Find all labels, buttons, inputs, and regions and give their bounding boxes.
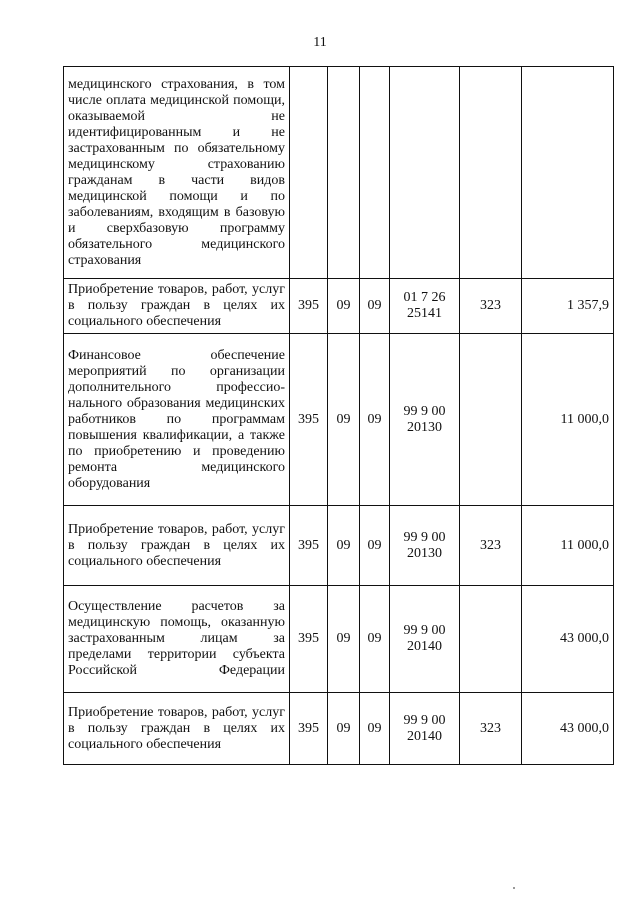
table-row — [64, 506, 614, 586]
page-number: 11 — [313, 35, 327, 50]
scan-speck — [513, 887, 515, 889]
expense-type-code: 323 — [460, 279, 522, 334]
ministry-code: 395 — [290, 334, 328, 506]
ministry-code: 395 — [290, 506, 328, 586]
amount: 43 000,0 — [522, 586, 614, 693]
row-description: Осуществление расчетов за медицинскую помощь, оказанную застрахованным лицам за пределами территории субъекта Российской Федерации — [64, 586, 290, 693]
target-article-code: 99 9 00 20130 — [390, 506, 460, 586]
row-description: Приобретение товаров, работ, услуг в пользу граждан в целях их социального обеспечения — [64, 693, 290, 765]
ministry-code: 395 — [290, 279, 328, 334]
ministry-code: 395 — [290, 693, 328, 765]
table-row — [64, 334, 614, 506]
section-code: 09 — [328, 506, 360, 586]
ministry-code — [290, 67, 328, 279]
expense-type-code — [460, 67, 522, 279]
subsection-code: 09 — [360, 279, 390, 334]
row-description: Приобретение товаров, работ, услуг в пользу граждан в целях их социального обеспечения — [64, 279, 290, 334]
expense-type-code — [460, 586, 522, 693]
table-row — [64, 67, 614, 279]
amount: 11 000,0 — [522, 334, 614, 506]
section-code: 09 — [328, 334, 360, 506]
expense-type-code — [460, 334, 522, 506]
budget-table — [63, 66, 614, 765]
target-article-code — [390, 67, 460, 279]
expense-type-code: 323 — [460, 506, 522, 586]
subsection-code: 09 — [360, 693, 390, 765]
row-description: Приобретение товаров, работ, услуг в пользу граждан в целях их социального обеспечения — [64, 506, 290, 586]
table-row — [64, 693, 614, 765]
section-code: 09 — [328, 279, 360, 334]
table-row — [64, 279, 614, 334]
section-code: 09 — [328, 693, 360, 765]
subsection-code — [360, 67, 390, 279]
subsection-code: 09 — [360, 334, 390, 506]
expense-type-code: 323 — [460, 693, 522, 765]
amount: 43 000,0 — [522, 693, 614, 765]
amount — [522, 67, 614, 279]
amount: 11 000,0 — [522, 506, 614, 586]
amount: 1 357,9 — [522, 279, 614, 334]
target-article-code: 99 9 00 20130 — [390, 334, 460, 506]
target-article-code: 99 9 00 20140 — [390, 693, 460, 765]
table-row — [64, 586, 614, 693]
row-description: медицинского страхования, в том числе оплата медицинской помощи, оказываемой не идентифицированным и не застрахованным по обязательному медицинскому страхованию гражданам в части видов медицинской помощи и по заболеваниям, входящим в базовую и сверхбазовую программу обязательного медицинского страхования — [64, 67, 290, 279]
target-article-code: 01 7 26 25141 — [390, 279, 460, 334]
subsection-code: 09 — [360, 586, 390, 693]
ministry-code: 395 — [290, 586, 328, 693]
row-description: Финансовое обеспечение мероприятий по организации дополнительного профессио-нального образования медицинских работников по программам повышения квалификации, а также по приобретению и проведению ремонта медицинского оборудования — [64, 334, 290, 506]
subsection-code: 09 — [360, 506, 390, 586]
target-article-code: 99 9 00 20140 — [390, 586, 460, 693]
section-code: 09 — [328, 586, 360, 693]
section-code — [328, 67, 360, 279]
